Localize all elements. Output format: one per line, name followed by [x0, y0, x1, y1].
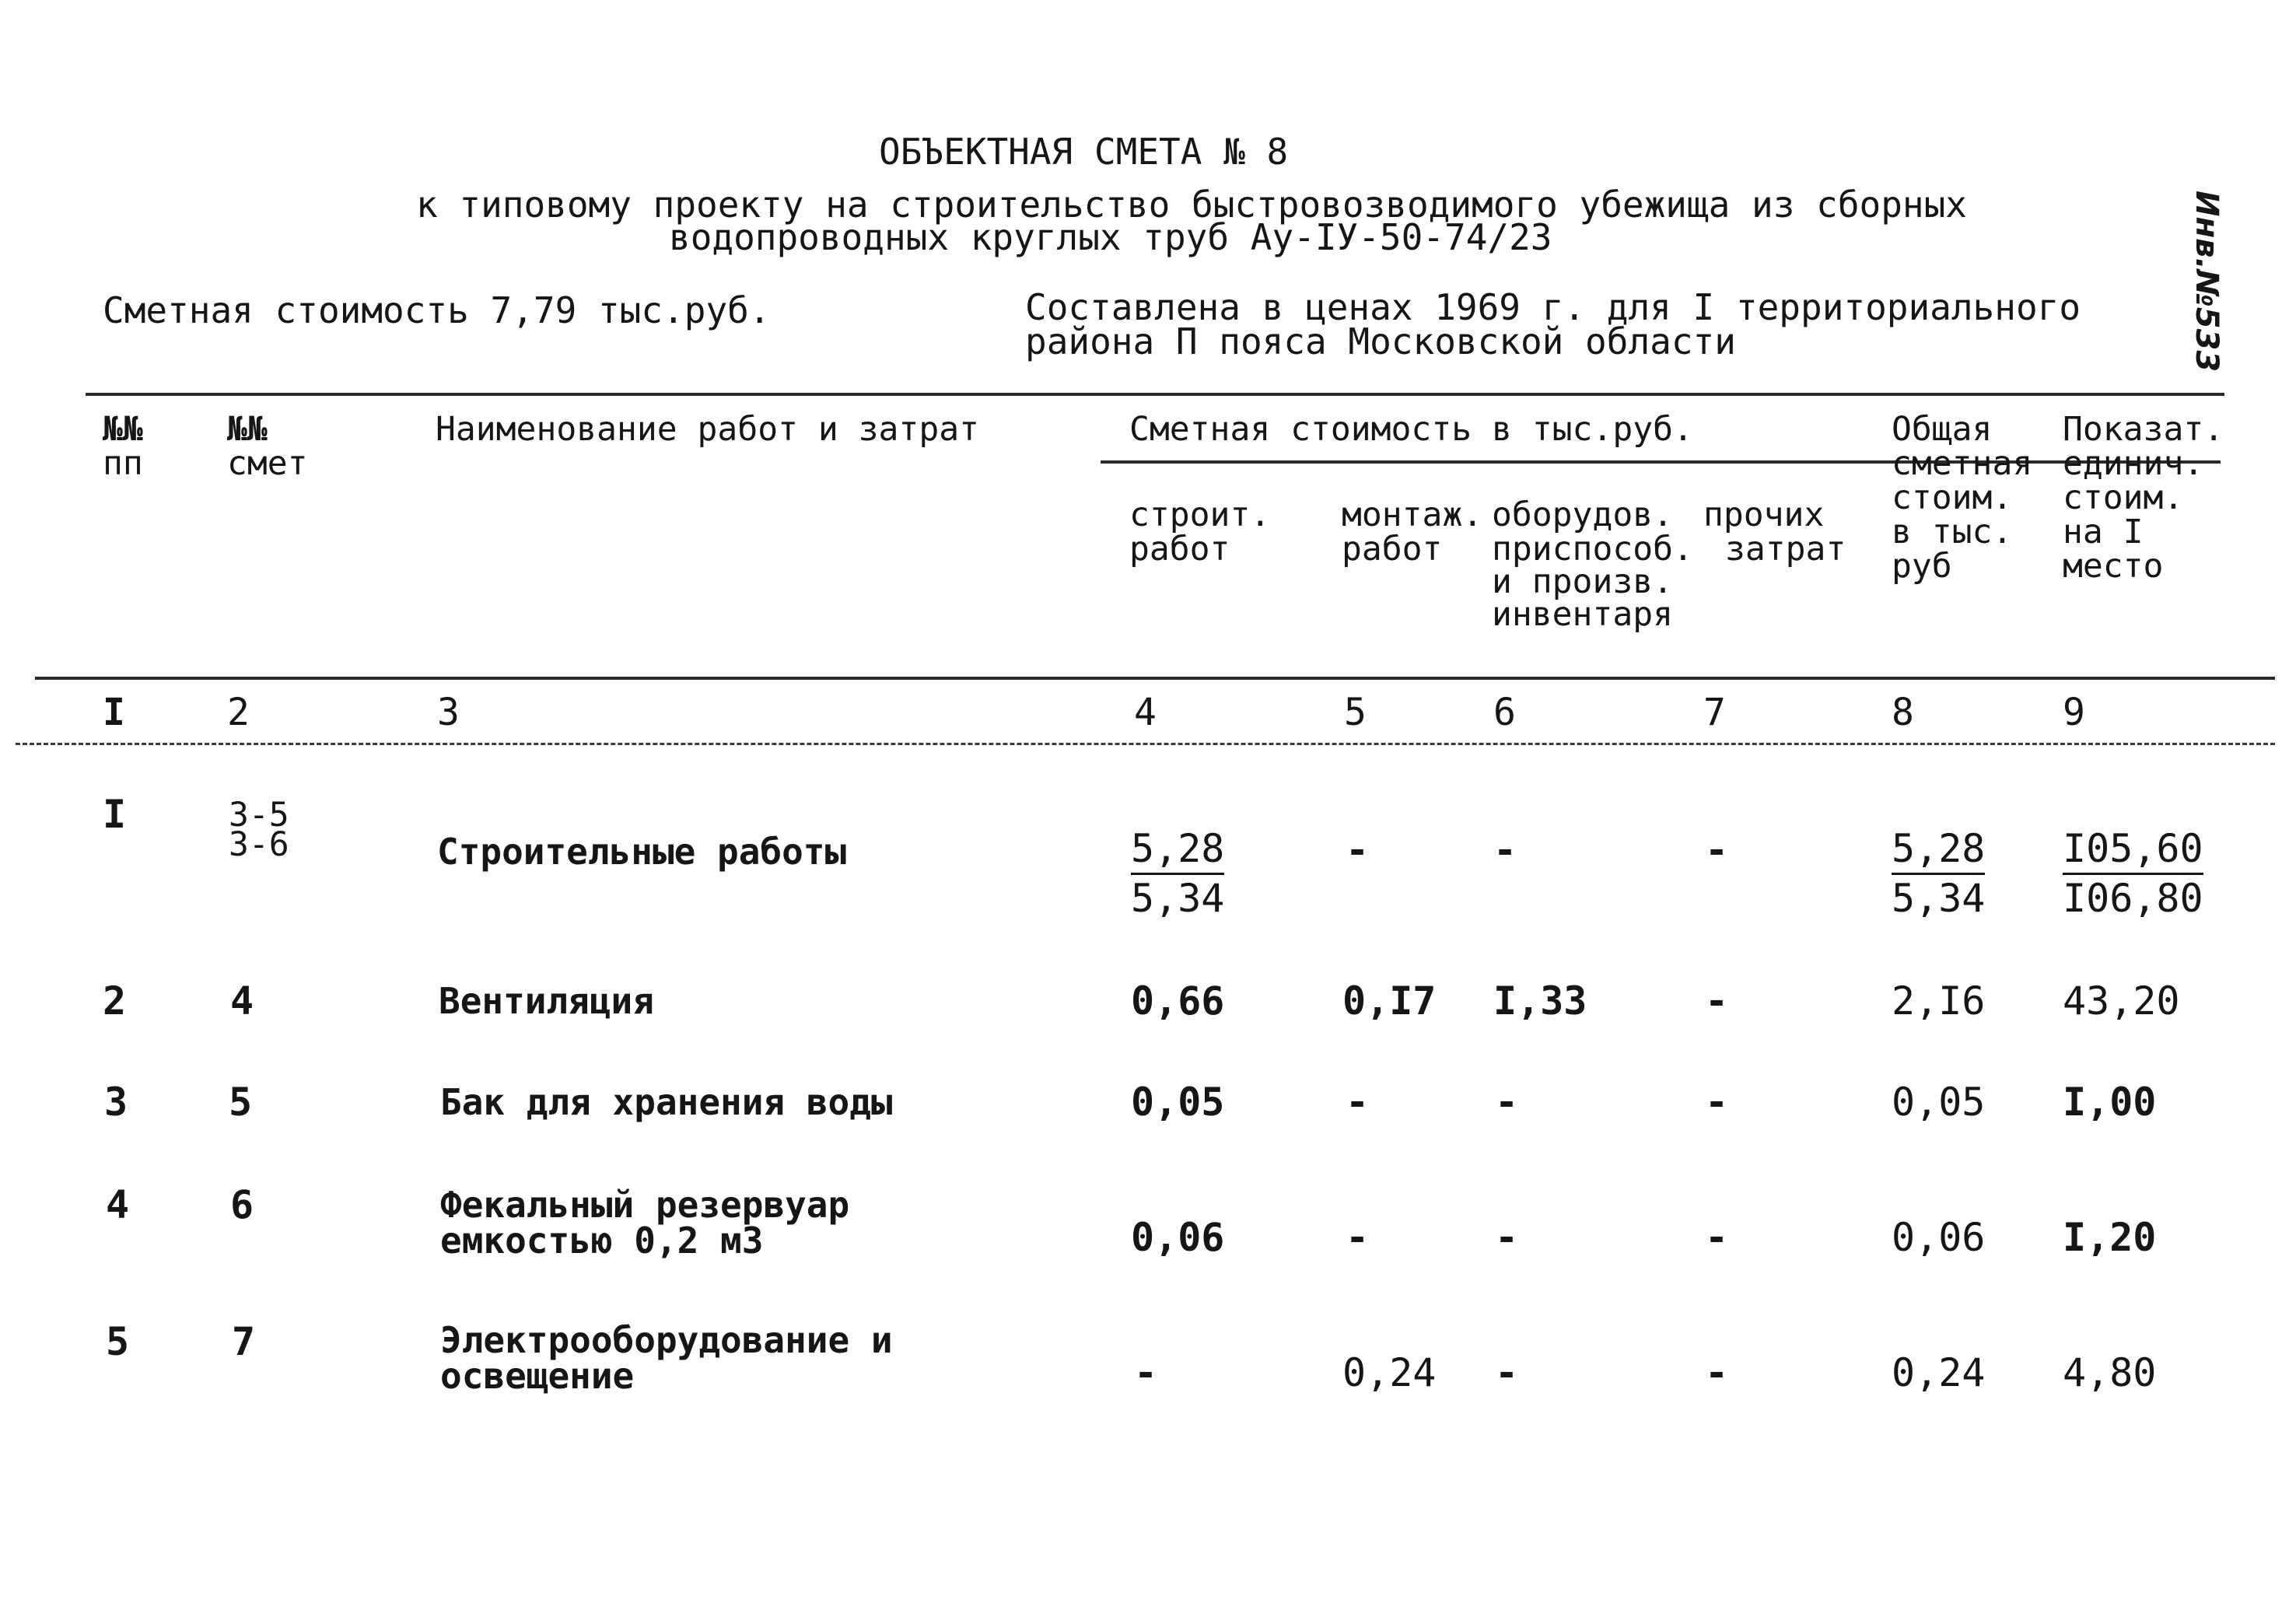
- total-cost: 0,06: [1892, 1215, 1986, 1260]
- column-number: 5: [1344, 691, 1367, 734]
- unit-cost: I05,60: [2063, 826, 2203, 875]
- installation-cost: -: [1346, 1215, 1370, 1260]
- equipment-cost: I,33: [1493, 978, 1587, 1024]
- col6-header-line4: инвентаря: [1492, 595, 1673, 634]
- equipment-cost: -: [1495, 1215, 1519, 1260]
- row-number: 3: [104, 1080, 128, 1125]
- col6-header-line1: оборудов.: [1492, 495, 1673, 534]
- installation-cost: -: [1346, 828, 1370, 873]
- col9-header-line1: Показат.: [2063, 410, 2224, 449]
- compiled-prices-line2: района П пояса Московской области: [1025, 320, 1736, 362]
- equipment-cost: -: [1495, 1350, 1519, 1395]
- group-header-rule: [1101, 460, 2221, 464]
- column-number: 9: [2063, 691, 2085, 734]
- col7-header-line1: прочих: [1703, 495, 1825, 534]
- estimate-number: 5: [229, 1080, 253, 1125]
- estimate-number: 3-5: [229, 796, 289, 835]
- total-cost: 2,I6: [1892, 978, 1986, 1024]
- other-cost: -: [1705, 1080, 1729, 1125]
- installation-cost: 0,I7: [1342, 978, 1437, 1024]
- col1-header-line1: №№: [103, 410, 143, 449]
- construction-cost: -: [1134, 1350, 1158, 1395]
- construction-cost: 0,05: [1131, 1080, 1225, 1125]
- estimated-cost: Сметная стоимость 7,79 тыс.руб.: [103, 289, 771, 331]
- estimate-number: 6: [230, 1182, 254, 1227]
- col3-header: Наименование работ и затрат: [436, 410, 979, 449]
- equipment-cost: -: [1495, 1080, 1519, 1125]
- construction-cost: 5,28: [1131, 826, 1224, 875]
- column-number: 2: [227, 691, 250, 734]
- equipment-cost: -: [1493, 828, 1517, 873]
- col8-header-line4: в тыс.: [1892, 513, 2013, 551]
- other-cost: -: [1705, 1215, 1729, 1260]
- column-number: 6: [1493, 691, 1516, 734]
- row-number: 5: [106, 1319, 130, 1364]
- col8-header-line1: Общая: [1892, 410, 1993, 449]
- work-name-line2: освещение: [440, 1355, 635, 1397]
- work-name: Бак для хранения воды: [440, 1081, 893, 1123]
- column-number: I: [103, 691, 125, 734]
- column-number: 8: [1892, 691, 1914, 734]
- col5-header-line2: работ: [1342, 530, 1443, 569]
- col1-header-line2: пп: [103, 444, 143, 483]
- estimate-number: 7: [232, 1319, 256, 1364]
- column-number: 4: [1134, 691, 1157, 734]
- col8-header-line2: сметная: [1892, 444, 2033, 483]
- construction-cost: 0,66: [1131, 978, 1225, 1024]
- total-cost: 0,05: [1892, 1080, 1986, 1125]
- total-cost: 5,28: [1892, 826, 1985, 875]
- col4-header-line1: строит.: [1129, 495, 1271, 534]
- col2-header-line1: №№: [227, 410, 268, 449]
- total-cost: 0,24: [1892, 1350, 1986, 1395]
- work-name: Фекальный резервуар: [440, 1184, 850, 1226]
- work-name: Электрооборудование и: [440, 1319, 893, 1361]
- work-name: Строительные работы: [437, 831, 847, 873]
- installation-cost: 0,24: [1342, 1350, 1437, 1395]
- document-subtitle-line2: водопроводных круглых труб Ау-IУ-50-74/23: [669, 216, 1552, 258]
- unit-cost: I,00: [2063, 1080, 2157, 1125]
- column-number: 7: [1703, 691, 1726, 734]
- col8-header-line3: стоим.: [1892, 478, 2013, 517]
- work-name: Вентиляция: [439, 980, 654, 1022]
- unit-cost: 43,20: [2063, 978, 2180, 1024]
- total-cost-line2: 5,34: [1892, 876, 1986, 921]
- column-numbers-bottom-rule: [16, 743, 2275, 745]
- col9-header-line2: единич.: [2063, 444, 2204, 483]
- column-number: 3: [437, 691, 460, 734]
- row-number: 2: [103, 978, 127, 1024]
- column-numbers-top-rule: [35, 677, 2275, 680]
- unit-cost: I,20: [2063, 1215, 2157, 1260]
- col8-header-line5: руб: [1892, 547, 1952, 586]
- other-cost: -: [1705, 828, 1729, 873]
- col6-header-line3: и произв.: [1492, 562, 1673, 601]
- document-subtitle-line1: к типовому проекту на строительство быстровозводимого убежища из сборных: [416, 184, 1967, 226]
- work-name-line2: емкостью 0,2 м3: [440, 1220, 764, 1262]
- cost-group-header: Сметная стоимость в тыс.руб.: [1129, 410, 1693, 449]
- col6-header-line2: приспособ.: [1492, 530, 1693, 569]
- col9-header-line5: место: [2063, 547, 2164, 586]
- other-cost: -: [1705, 1350, 1729, 1395]
- other-cost: -: [1705, 978, 1729, 1024]
- estimate-number: 4: [230, 978, 254, 1024]
- document-title: ОБЪЕКТНАЯ СМЕТА № 8: [879, 131, 1289, 173]
- col4-header-line2: работ: [1129, 530, 1230, 569]
- col5-header-line1: монтаж.: [1342, 495, 1483, 534]
- col2-header-line2: смет: [227, 444, 308, 483]
- estimate-number-line2: 3-6: [229, 825, 289, 864]
- construction-cost-line2: 5,34: [1131, 876, 1225, 921]
- inventory-stamp: Инв.№533: [2189, 191, 2224, 373]
- unit-cost-line2: I06,80: [2063, 876, 2203, 921]
- unit-cost: 4,80: [2063, 1350, 2157, 1395]
- col9-header-line4: на I: [2063, 513, 2144, 551]
- construction-cost: 0,06: [1131, 1215, 1225, 1260]
- row-number: 4: [106, 1182, 130, 1227]
- installation-cost: -: [1346, 1080, 1370, 1125]
- row-number: I: [103, 792, 127, 837]
- compiled-prices-line1: Составлена в ценах 1969 г. для I территориального: [1025, 286, 2081, 328]
- table-top-rule: [86, 393, 2224, 396]
- col9-header-line3: стоим.: [2063, 478, 2184, 517]
- col7-header-line2: затрат: [1725, 530, 1846, 569]
